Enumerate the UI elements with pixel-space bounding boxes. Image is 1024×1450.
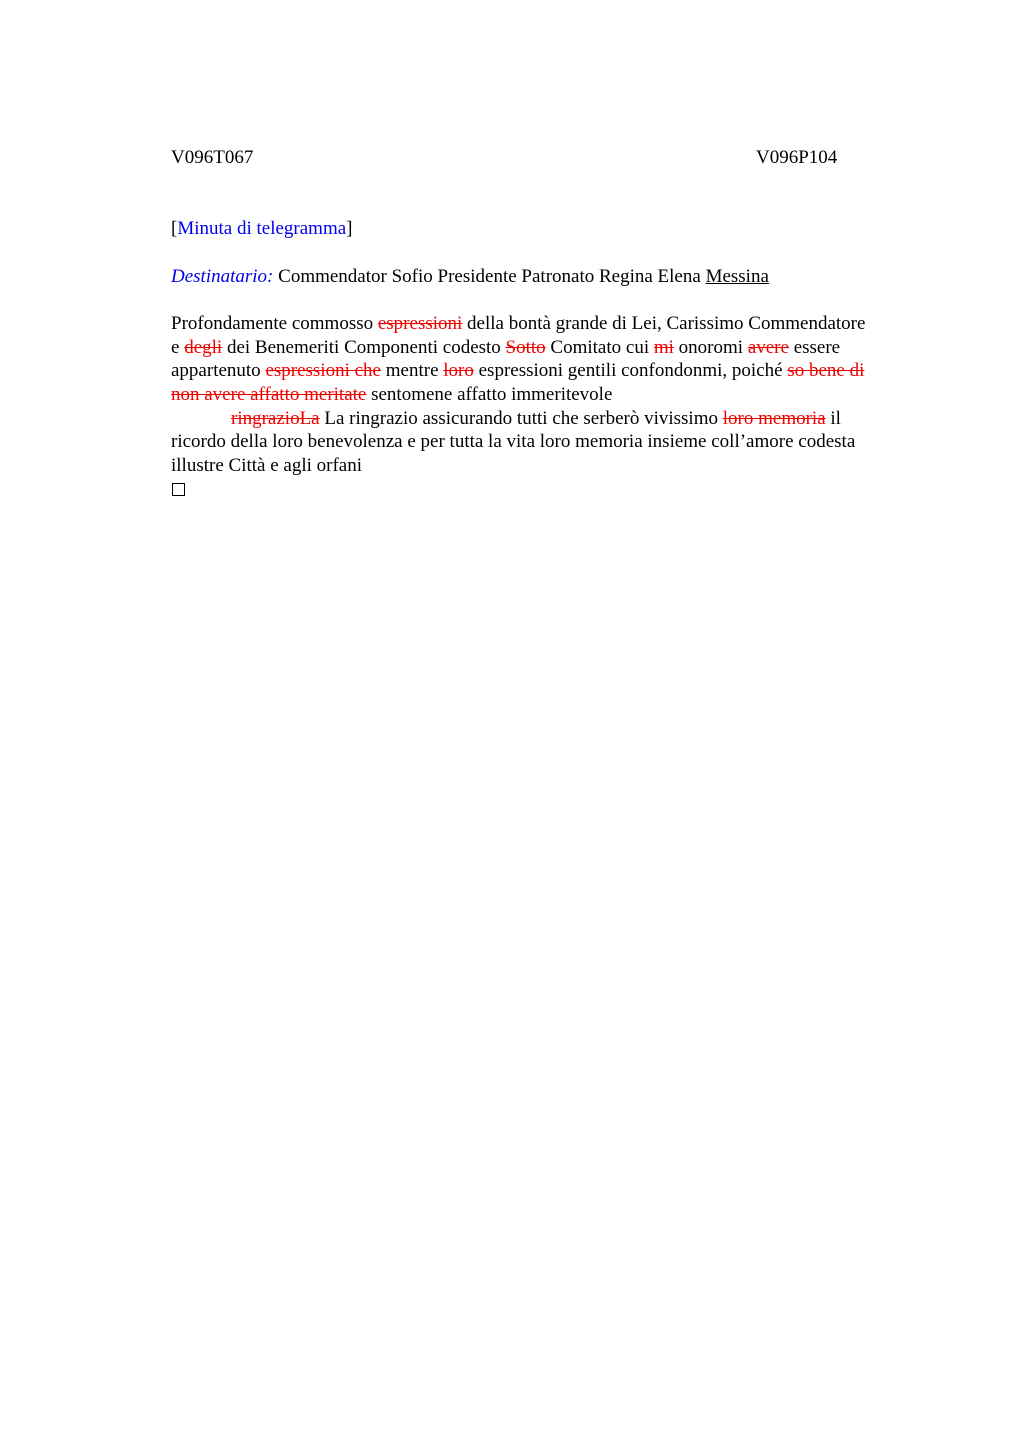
recipient-place: Messina bbox=[705, 266, 769, 287]
document-code-right: V096P104 bbox=[756, 147, 838, 168]
body-text-segment: Comitato cui bbox=[545, 336, 654, 358]
body-text-segment: il bbox=[825, 407, 841, 429]
deleted-text: Sotto bbox=[505, 336, 546, 358]
body-text-segment: ricordo della loro benevolenza e per tutta la vita loro memoria insieme coll’amore codesta bbox=[171, 431, 856, 453]
heading-title: Minuta di telegramma bbox=[177, 218, 347, 239]
body-line-2 bbox=[171, 336, 931, 360]
body-line-4 bbox=[171, 383, 931, 407]
recipient-text: Commendator Sofio Presidente Patronato Regina Elena bbox=[273, 266, 706, 287]
body-line-1 bbox=[171, 312, 931, 336]
checkbox-square-icon bbox=[172, 483, 185, 496]
body-text-segment: mentre bbox=[381, 360, 444, 382]
heading-open-bracket: [ bbox=[171, 218, 178, 239]
body-text-segment: illustre Città e agli orfani bbox=[171, 455, 363, 477]
telegram-body bbox=[171, 312, 931, 478]
body-text-segment: onoromi bbox=[673, 336, 748, 358]
body-text-segment: appartenuto bbox=[171, 360, 266, 382]
body-line-5 bbox=[171, 407, 931, 431]
body-text-segment: espressioni gentili confondonmi, poiché bbox=[473, 360, 788, 382]
body-text-segment: e bbox=[171, 336, 185, 358]
deleted-text: espressioni bbox=[377, 313, 463, 334]
body-text-segment: dei Benemeriti Componenti codesto bbox=[222, 336, 506, 358]
deleted-text: non avere affatto meritate bbox=[171, 384, 367, 406]
body-text-segment: sentomene affatto immeritevole bbox=[366, 384, 613, 406]
body-text-segment: La ringrazio assicurando tutti che serberò vivissimo bbox=[319, 407, 723, 429]
recipient-label: Destinatario: bbox=[171, 266, 274, 287]
body-line-7 bbox=[171, 454, 931, 478]
document-code-left: V096T067 bbox=[171, 147, 254, 168]
recipient-line bbox=[171, 265, 769, 289]
deleted-text: degli bbox=[184, 336, 223, 358]
document-heading bbox=[171, 217, 353, 241]
deleted-text: loro memoria bbox=[722, 407, 826, 429]
body-line-6 bbox=[171, 430, 931, 454]
body-line-3 bbox=[171, 359, 931, 383]
deleted-text: espressioni che bbox=[265, 360, 381, 382]
body-text-segment: della bontà grande di Lei, Carissimo Commendatore bbox=[462, 313, 866, 334]
deleted-text: mi bbox=[653, 336, 674, 358]
deleted-text: loro bbox=[443, 360, 474, 382]
deleted-text: avere bbox=[747, 336, 789, 358]
heading-close-bracket: ] bbox=[346, 218, 353, 239]
deleted-text: ringrazioLa bbox=[231, 407, 320, 429]
body-text-segment: Profondamente commosso bbox=[171, 313, 378, 334]
body-text-segment: essere bbox=[788, 336, 841, 358]
deleted-text: so bene di bbox=[787, 360, 865, 382]
